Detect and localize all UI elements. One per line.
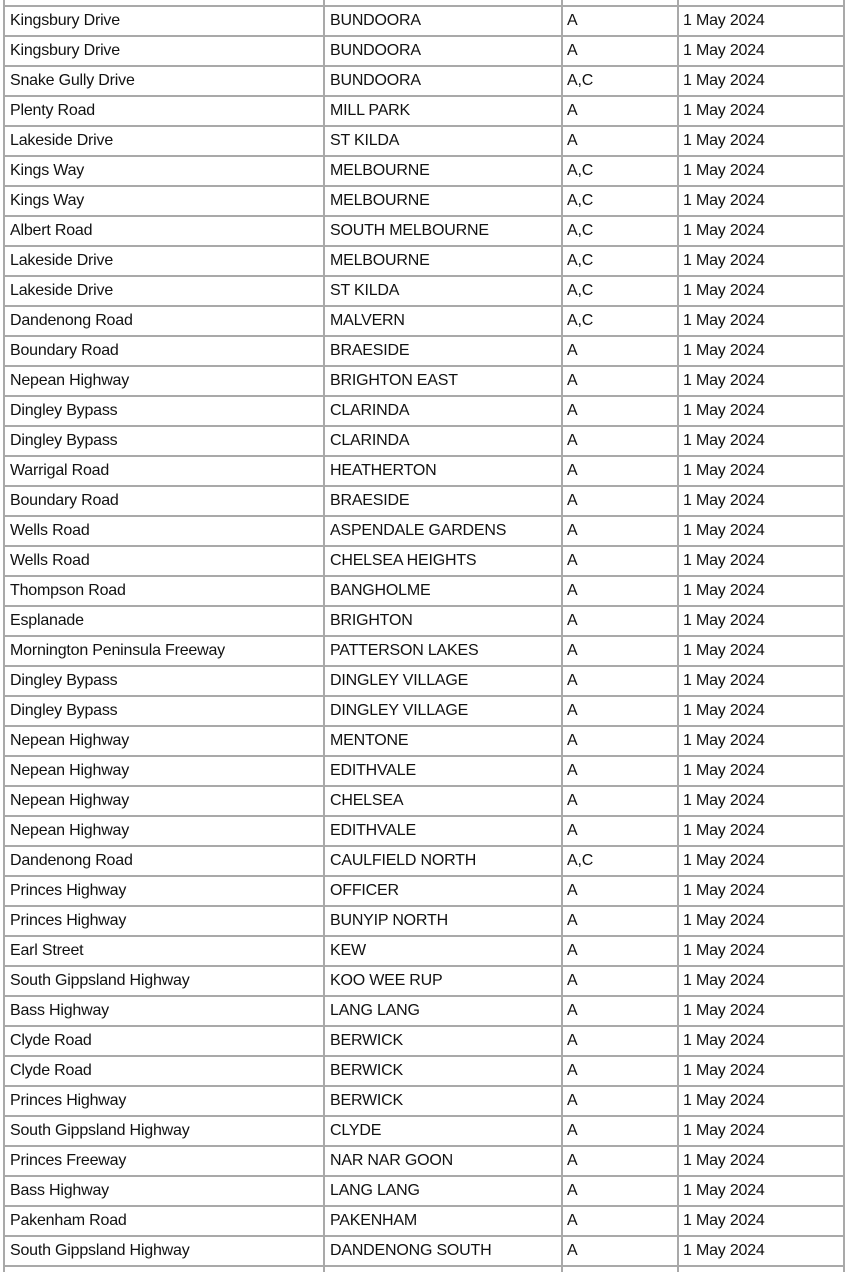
date-cell: 1 May 2024: [678, 186, 844, 216]
road-cell: Dingley Bypass: [4, 426, 324, 456]
category-cell: A: [562, 876, 678, 906]
table-row: [4, 606, 844, 636]
suburb-cell: HEATHERTON: [324, 456, 562, 486]
table-row: [4, 726, 844, 756]
table-row: [4, 696, 844, 726]
road-cell: Clyde Road: [4, 1056, 324, 1086]
category-cell: A,C: [562, 66, 678, 96]
suburb-cell: LANG LANG: [324, 996, 562, 1026]
date-cell: 1 May 2024: [678, 816, 844, 846]
category-cell: A,C: [562, 186, 678, 216]
category-cell: A: [562, 426, 678, 456]
date-cell: 1 May 2024: [678, 786, 844, 816]
category-cell: A: [562, 666, 678, 696]
category-cell: A: [562, 726, 678, 756]
road-cell: Warrigal Road: [4, 456, 324, 486]
category-cell: A: [562, 486, 678, 516]
road-cell: Nepean Highway: [4, 366, 324, 396]
date-cell: 1 May 2024: [678, 996, 844, 1026]
road-cell: Kingsbury Drive: [4, 36, 324, 66]
category-cell: A,C: [562, 276, 678, 306]
road-cell: Bass Highway: [4, 996, 324, 1026]
table-row: [4, 786, 844, 816]
category-cell: A,C: [562, 846, 678, 876]
road-cell: Lakeside Drive: [4, 246, 324, 276]
date-cell: 1 May 2024: [678, 1206, 844, 1236]
suburb-cell: CLYDE: [324, 1116, 562, 1146]
category-cell: A: [562, 96, 678, 126]
date-cell: 1 May 2024: [678, 1236, 844, 1266]
road-cell: Nepean Highway: [4, 726, 324, 756]
date-cell: 1 May 2024: [678, 66, 844, 96]
table-row: [4, 426, 844, 456]
table-row: [4, 876, 844, 906]
category-cell: A: [562, 936, 678, 966]
suburb-cell: ASPENDALE GARDENS: [324, 516, 562, 546]
date-cell: 1 May 2024: [678, 306, 844, 336]
suburb-cell: CLARINDA: [324, 396, 562, 426]
suburb-cell: DINGLEY VILLAGE: [324, 666, 562, 696]
table-row: [4, 216, 844, 246]
table-row: [4, 906, 844, 936]
date-cell: 1 May 2024: [678, 336, 844, 366]
road-cell: Princes Highway: [4, 876, 324, 906]
suburb-cell: EDITHVALE: [324, 756, 562, 786]
date-cell: 1 May 2024: [678, 846, 844, 876]
road-cell: Plenty Road: [4, 96, 324, 126]
table-row: [4, 636, 844, 666]
table-row: [4, 366, 844, 396]
suburb-cell: EDITHVALE: [324, 816, 562, 846]
table-row: [4, 456, 844, 486]
road-cell: Princes Freeway: [4, 1146, 324, 1176]
suburb-cell: MENTONE: [324, 726, 562, 756]
road-cell: Dingley Bypass: [4, 396, 324, 426]
date-cell: 1 May 2024: [678, 396, 844, 426]
road-cell: Snake Gully Drive: [4, 66, 324, 96]
table-row: [4, 66, 844, 96]
suburb-cell: BRIGHTON EAST: [324, 366, 562, 396]
road-cell: Esplanade: [4, 606, 324, 636]
date-cell: 1 May 2024: [678, 156, 844, 186]
table-row: [4, 156, 844, 186]
date-cell: [678, 1266, 844, 1272]
suburb-cell: BERWICK: [324, 1086, 562, 1116]
category-cell: A: [562, 1146, 678, 1176]
road-cell: Princes Highway: [4, 906, 324, 936]
road-cell: Kings Way: [4, 156, 324, 186]
suburb-cell: KEW: [324, 936, 562, 966]
table-row: [4, 336, 844, 366]
suburb-cell: BANGHOLME: [324, 576, 562, 606]
table-row: [4, 306, 844, 336]
suburb-cell: CHELSEA HEIGHTS: [324, 546, 562, 576]
road-list-table-container: [3, 0, 845, 1272]
date-cell: 1 May 2024: [678, 876, 844, 906]
table-row: [4, 576, 844, 606]
category-cell: A: [562, 1206, 678, 1236]
date-cell: 1 May 2024: [678, 96, 844, 126]
table-row: [4, 936, 844, 966]
date-cell: 1 May 2024: [678, 546, 844, 576]
date-cell: 1 May 2024: [678, 966, 844, 996]
road-cell: Thompson Road: [4, 576, 324, 606]
table-row: [4, 1206, 844, 1236]
suburb-cell: BERWICK: [324, 1026, 562, 1056]
road-cell: Earl Street: [4, 936, 324, 966]
table-row: [4, 1176, 844, 1206]
category-cell: A: [562, 786, 678, 816]
table-row: [4, 246, 844, 276]
category-cell: A: [562, 36, 678, 66]
suburb-cell: BUNYIP NORTH: [324, 906, 562, 936]
date-cell: 1 May 2024: [678, 756, 844, 786]
table-row: [4, 966, 844, 996]
suburb-cell: CHELSEA: [324, 786, 562, 816]
table-row: [4, 996, 844, 1026]
category-cell: A: [562, 606, 678, 636]
category-cell: A: [562, 756, 678, 786]
category-cell: A: [562, 906, 678, 936]
table-body: [4, 0, 844, 1272]
road-cell: Boundary Road: [4, 336, 324, 366]
suburb-cell: MELBOURNE: [324, 246, 562, 276]
table-row: [4, 516, 844, 546]
date-cell: 1 May 2024: [678, 6, 844, 36]
suburb-cell: LANG LANG: [324, 1176, 562, 1206]
table-row: [4, 126, 844, 156]
category-cell: A,C: [562, 246, 678, 276]
date-cell: 1 May 2024: [678, 366, 844, 396]
suburb-cell: CAULFIELD NORTH: [324, 846, 562, 876]
suburb-cell: BUNDOORA: [324, 6, 562, 36]
suburb-cell: MELBOURNE: [324, 186, 562, 216]
road-cell: Princes Highway: [4, 1086, 324, 1116]
table-row: [4, 1086, 844, 1116]
category-cell: [562, 1266, 678, 1272]
suburb-cell: MILL PARK: [324, 96, 562, 126]
road-cell: Wells Road: [4, 516, 324, 546]
road-cell: Kings Way: [4, 186, 324, 216]
category-cell: A: [562, 1026, 678, 1056]
category-cell: A,C: [562, 216, 678, 246]
date-cell: 1 May 2024: [678, 1026, 844, 1056]
table-row: [4, 6, 844, 36]
suburb-cell: BUNDOORA: [324, 36, 562, 66]
category-cell: A: [562, 636, 678, 666]
date-cell: 1 May 2024: [678, 1086, 844, 1116]
table-row: [4, 276, 844, 306]
table-row: [4, 486, 844, 516]
category-cell: A: [562, 1056, 678, 1086]
table-row: [4, 1056, 844, 1086]
suburb-cell: OFFICER: [324, 876, 562, 906]
suburb-cell: ST KILDA: [324, 126, 562, 156]
category-cell: A: [562, 696, 678, 726]
date-cell: 1 May 2024: [678, 666, 844, 696]
suburb-cell: PAKENHAM: [324, 1206, 562, 1236]
date-cell: 1 May 2024: [678, 36, 844, 66]
category-cell: A: [562, 1236, 678, 1266]
category-cell: A: [562, 1086, 678, 1116]
table-row: [4, 546, 844, 576]
suburb-cell: NAR NAR GOON: [324, 1146, 562, 1176]
road-cell: Mornington Peninsula Freeway: [4, 636, 324, 666]
road-cell: Dandenong Road: [4, 306, 324, 336]
date-cell: 1 May 2024: [678, 636, 844, 666]
road-cell: Nepean Highway: [4, 786, 324, 816]
road-cell: Bass Highway: [4, 1176, 324, 1206]
category-cell: A: [562, 516, 678, 546]
category-cell: A: [562, 1176, 678, 1206]
date-cell: 1 May 2024: [678, 1146, 844, 1176]
road-cell: Nepean Highway: [4, 816, 324, 846]
road-cell: Nepean Highway: [4, 756, 324, 786]
suburb-cell: MALVERN: [324, 306, 562, 336]
date-cell: 1 May 2024: [678, 726, 844, 756]
road-cell: Lakeside Drive: [4, 276, 324, 306]
date-cell: 1 May 2024: [678, 126, 844, 156]
table-row: [4, 1236, 844, 1266]
date-cell: 1 May 2024: [678, 456, 844, 486]
category-cell: A: [562, 546, 678, 576]
date-cell: 1 May 2024: [678, 516, 844, 546]
date-cell: 1 May 2024: [678, 246, 844, 276]
table-row: [4, 186, 844, 216]
category-cell: A: [562, 336, 678, 366]
table-row: [4, 1116, 844, 1146]
date-cell: 1 May 2024: [678, 936, 844, 966]
suburb-cell: BRIGHTON: [324, 606, 562, 636]
date-cell: 1 May 2024: [678, 486, 844, 516]
date-cell: 1 May 2024: [678, 606, 844, 636]
road-cell: Boundary Road: [4, 486, 324, 516]
date-cell: 1 May 2024: [678, 1176, 844, 1206]
category-cell: A,C: [562, 306, 678, 336]
date-cell: 1 May 2024: [678, 906, 844, 936]
category-cell: A: [562, 966, 678, 996]
table-row-partial-bottom: [4, 1266, 844, 1272]
road-cell: Dingley Bypass: [4, 696, 324, 726]
category-cell: A,C: [562, 156, 678, 186]
table-row: [4, 96, 844, 126]
date-cell: 1 May 2024: [678, 216, 844, 246]
road-cell: Albert Road: [4, 216, 324, 246]
date-cell: 1 May 2024: [678, 1056, 844, 1086]
category-cell: A: [562, 996, 678, 1026]
road-cell: South Gippsland Highway: [4, 1116, 324, 1146]
suburb-cell: BUNDOORA: [324, 66, 562, 96]
suburb-cell: CLARINDA: [324, 426, 562, 456]
category-cell: A: [562, 456, 678, 486]
table-row: [4, 666, 844, 696]
suburb-cell: MELBOURNE: [324, 156, 562, 186]
date-cell: 1 May 2024: [678, 1116, 844, 1146]
suburb-cell: SOUTH MELBOURNE: [324, 216, 562, 246]
category-cell: A: [562, 1116, 678, 1146]
table-row: [4, 846, 844, 876]
road-cell: Wells Road: [4, 546, 324, 576]
road-cell: Dingley Bypass: [4, 666, 324, 696]
table-row: [4, 1146, 844, 1176]
road-cell: South Gippsland Highway: [4, 1236, 324, 1266]
date-cell: 1 May 2024: [678, 426, 844, 456]
category-cell: A: [562, 126, 678, 156]
table-row: [4, 756, 844, 786]
road-cell: South Gippsland Highway: [4, 966, 324, 996]
road-cell: Clyde Road: [4, 1026, 324, 1056]
date-cell: 1 May 2024: [678, 696, 844, 726]
table-row: [4, 1026, 844, 1056]
road-list-table: [3, 0, 845, 1272]
table-row: [4, 816, 844, 846]
suburb-cell: KOO WEE RUP: [324, 966, 562, 996]
category-cell: A: [562, 816, 678, 846]
category-cell: A: [562, 396, 678, 426]
suburb-cell: DINGLEY VILLAGE: [324, 696, 562, 726]
suburb-cell: ST KILDA: [324, 276, 562, 306]
date-cell: 1 May 2024: [678, 276, 844, 306]
road-cell: Dandenong Road: [4, 846, 324, 876]
table-row: [4, 396, 844, 426]
suburb-cell: DANDENONG SOUTH: [324, 1236, 562, 1266]
suburb-cell: PATTERSON LAKES: [324, 636, 562, 666]
road-cell: Pakenham Road: [4, 1206, 324, 1236]
category-cell: A: [562, 576, 678, 606]
suburb-cell: BERWICK: [324, 1056, 562, 1086]
suburb-cell: [324, 1266, 562, 1272]
road-cell: Kingsbury Drive: [4, 6, 324, 36]
date-cell: 1 May 2024: [678, 576, 844, 606]
suburb-cell: BRAESIDE: [324, 336, 562, 366]
suburb-cell: BRAESIDE: [324, 486, 562, 516]
category-cell: A: [562, 6, 678, 36]
category-cell: A: [562, 366, 678, 396]
road-cell: [4, 1266, 324, 1272]
table-row: [4, 36, 844, 66]
road-cell: Lakeside Drive: [4, 126, 324, 156]
